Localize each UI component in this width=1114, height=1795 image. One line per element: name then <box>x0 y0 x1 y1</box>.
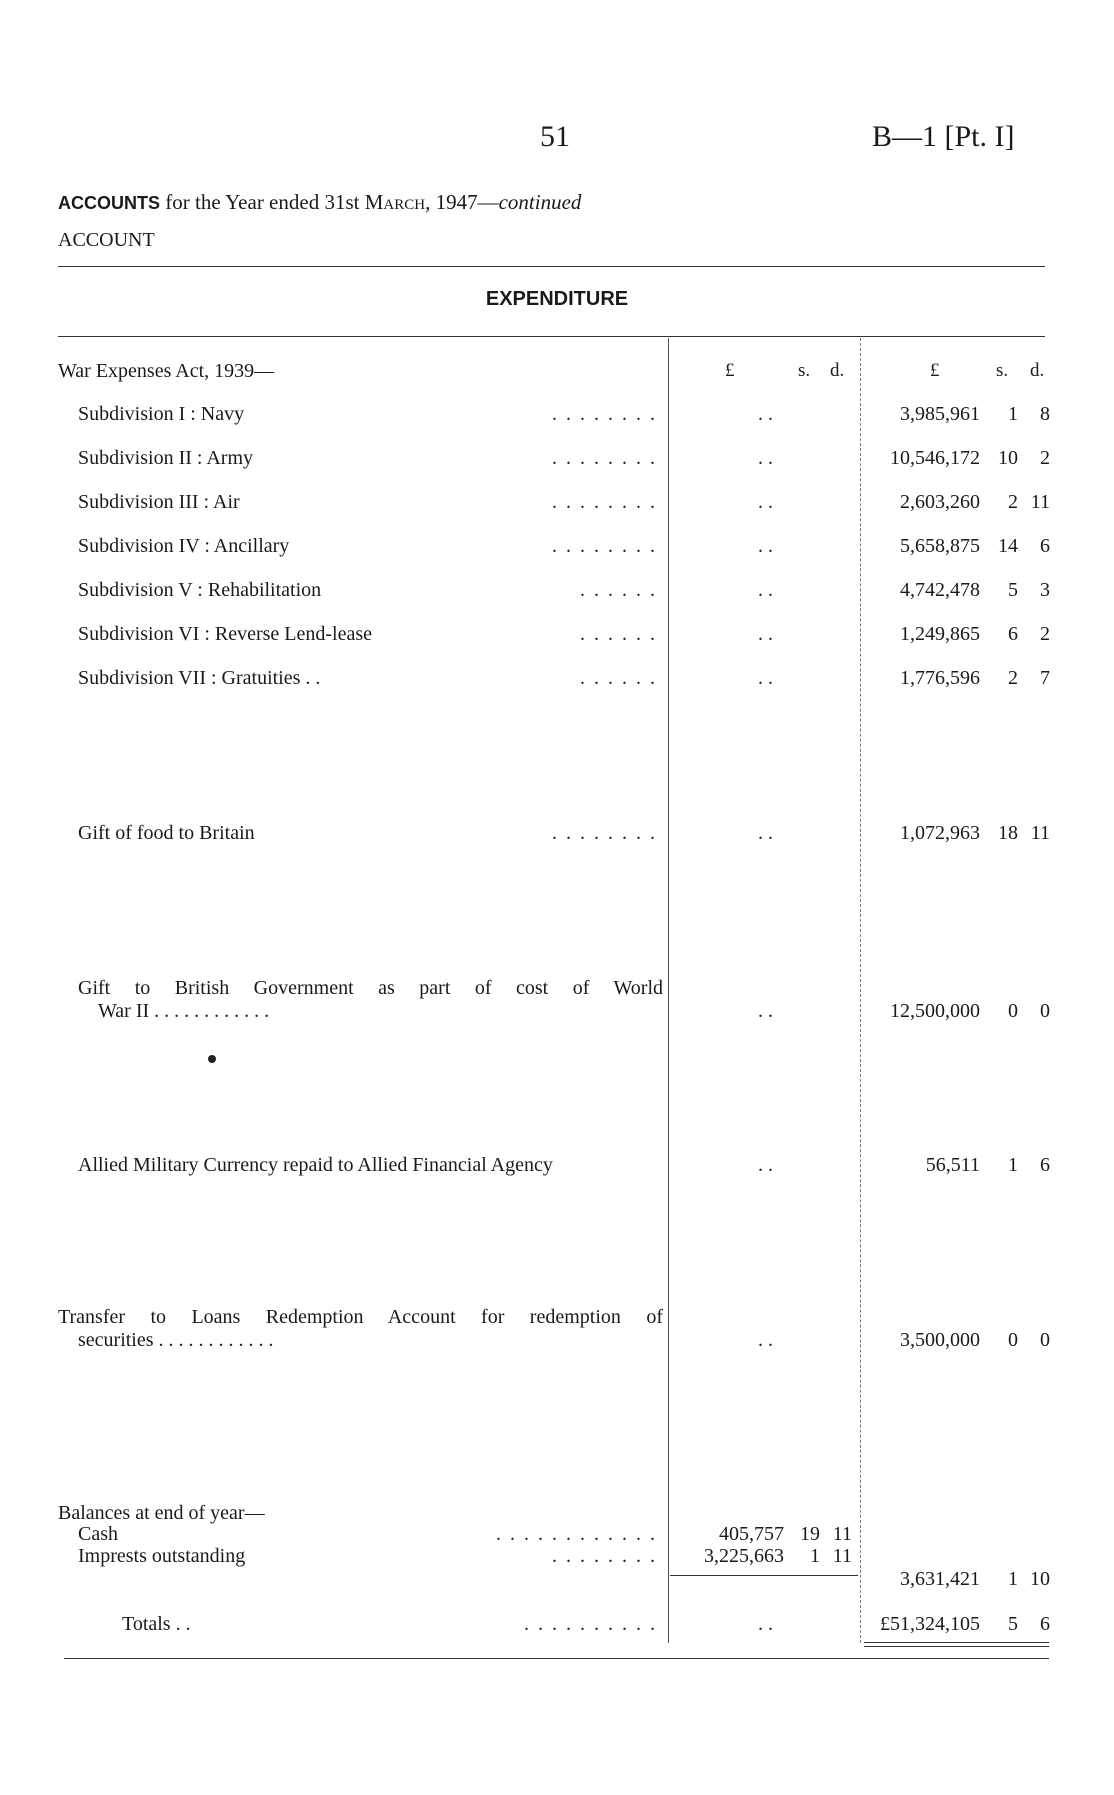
subdivision-label: Subdivision V : Rehabilitation <box>78 579 322 601</box>
amount-pounds: 10,546,172 <box>890 447 980 469</box>
col2-pence-header: d. <box>1030 360 1045 381</box>
amount-shillings: 10 <box>998 447 1018 469</box>
grand-total-shillings: 5 <box>1008 1613 1018 1635</box>
col1-dots: . . <box>758 535 773 557</box>
amount-pence: 2 <box>1040 447 1050 469</box>
col2-pound-header: £ <box>930 360 940 381</box>
amount-pounds: 5,658,875 <box>900 535 980 557</box>
subdivision-label: Subdivision VI : Reverse Lend-lease <box>78 623 373 645</box>
account-subheading: ACCOUNT <box>58 229 155 251</box>
amount-pence: 8 <box>1040 403 1050 425</box>
leader-dots: . . . . . . . . <box>552 535 657 557</box>
amount-pence: 11 <box>1030 822 1050 844</box>
balances-total-shillings: 1 <box>1008 1568 1018 1590</box>
accounts-heading <box>58 190 581 215</box>
transfer-label-cont: securities . . . . . . . . . . . . <box>78 1329 274 1351</box>
subtotal-rule <box>670 1575 858 1576</box>
total-rule-1 <box>864 1642 1049 1643</box>
col1-dots: . . <box>758 1154 773 1176</box>
heading-mid: for the Year ended 31st <box>160 190 365 214</box>
bottom-rule <box>64 1658 1049 1659</box>
imprests-label: Imprests outstanding <box>78 1545 246 1567</box>
leader-dots: . . . . . . . . <box>552 822 657 844</box>
col1-dots: . . <box>758 623 773 645</box>
cash-pounds: 405,757 <box>719 1523 784 1545</box>
amount-pounds: 12,500,000 <box>890 1000 980 1022</box>
leader-dots: . . . . . . <box>580 623 657 645</box>
amount-pounds: 1,072,963 <box>900 822 980 844</box>
amount-shillings: 1 <box>1008 403 1018 425</box>
subdivision-label: Subdivision VII : Gratuities . . <box>78 667 321 689</box>
totals-label: Totals . . <box>122 1613 191 1635</box>
balances-total-pounds: 3,631,421 <box>900 1568 980 1590</box>
col1-dots: . . <box>758 403 773 425</box>
imprests-pence: 11 <box>832 1545 852 1567</box>
col1-dots: . . <box>758 491 773 513</box>
balances-label: Balances at end of year— <box>58 1502 265 1524</box>
subdivision-label: Subdivision III : Air <box>78 491 240 513</box>
amount-pounds: 3,500,000 <box>900 1329 980 1351</box>
amount-shillings: 1 <box>1008 1154 1018 1176</box>
amount-pence: 0 <box>1040 1329 1050 1351</box>
heading-month: March <box>364 190 426 214</box>
leader-dots: . . . . . . <box>580 667 657 689</box>
cash-label: Cash <box>78 1523 118 1545</box>
col2-shillings-header: s. <box>996 360 1009 381</box>
amount-pence: 11 <box>1030 491 1050 513</box>
subdivision-label: Subdivision II : Army <box>78 447 254 469</box>
leader-dots: . . . . . . . . . . . . <box>496 1523 657 1545</box>
allied-currency-label: Allied Military Currency repaid to Allied Financial Agency <box>78 1154 553 1176</box>
col1-shillings-header: s. <box>798 360 811 381</box>
amount-shillings: 0 <box>1008 1329 1018 1351</box>
heading-continued: continued <box>498 190 582 214</box>
heading-prefix: ACCOUNTS <box>58 193 160 213</box>
leader-dots: . . . . . . . . <box>552 403 657 425</box>
leader-dots: . . . . . . . . <box>552 491 657 513</box>
amount-shillings: 0 <box>1008 1000 1018 1022</box>
amount-shillings: 14 <box>998 535 1018 557</box>
transfer-label: Transfer to Loans Redemption Account for redemption of <box>58 1306 663 1328</box>
top-rule <box>58 266 1045 267</box>
amount-pounds: 3,985,961 <box>900 403 980 425</box>
balances-total-pence: 10 <box>1030 1568 1050 1590</box>
amount-pence: 3 <box>1040 579 1050 601</box>
amount-pounds: 56,511 <box>925 1154 980 1176</box>
gift-food-label: Gift of food to Britain <box>78 822 255 844</box>
leader-dots: . . . . . . . . . . <box>524 1613 657 1635</box>
amount-pounds: 1,249,865 <box>900 623 980 645</box>
amount-pence: 0 <box>1040 1000 1050 1022</box>
amount-pence: 6 <box>1040 535 1050 557</box>
section-title: EXPENDITURE <box>485 288 629 310</box>
amount-pounds: 4,742,478 <box>900 579 980 601</box>
col1-dots: . . <box>758 1613 773 1635</box>
col1-dots: . . <box>758 447 773 469</box>
grand-total-pounds: £51,324,105 <box>880 1613 980 1635</box>
gift-government-label: Gift to British Government as part of cost of World <box>78 977 663 999</box>
amount-shillings: 2 <box>1008 667 1018 689</box>
imprests-pounds: 3,225,663 <box>704 1545 784 1567</box>
amount-shillings: 18 <box>998 822 1018 844</box>
grand-total-pence: 6 <box>1040 1613 1050 1635</box>
stray-mark <box>208 1055 216 1063</box>
amount-shillings: 5 <box>1008 579 1018 601</box>
amount-pounds: 2,603,260 <box>900 491 980 513</box>
col1-dots: . . <box>758 1329 773 1351</box>
gift-government-label-cont: War II . . . . . . . . . . . . <box>98 1000 270 1022</box>
leader-dots: . . . . . . . . <box>552 447 657 469</box>
amount-shillings: 2 <box>1008 491 1018 513</box>
column-separator-1 <box>668 338 669 1643</box>
col1-pence-header: d. <box>830 360 845 381</box>
amount-pounds: 1,776,596 <box>900 667 980 689</box>
group-label: War Expenses Act, 1939— <box>58 360 275 382</box>
subdivision-label: Subdivision IV : Ancillary <box>78 535 290 557</box>
column-separator-2 <box>860 338 861 1643</box>
heading-year: , 1947— <box>425 190 499 214</box>
col1-dots: . . <box>758 822 773 844</box>
amount-pence: 6 <box>1040 1154 1050 1176</box>
imprests-shillings: 1 <box>810 1545 820 1567</box>
col1-dots: . . <box>758 1000 773 1022</box>
leader-dots: . . . . . . <box>580 579 657 601</box>
page-number: 51 <box>540 120 570 153</box>
leader-dots: . . . . . . . . <box>552 1545 657 1567</box>
col1-dots: . . <box>758 579 773 601</box>
subdivision-label: Subdivision I : Navy <box>78 403 245 425</box>
col1-dots: . . <box>758 667 773 689</box>
header-rule <box>58 336 1045 337</box>
amount-pence: 7 <box>1040 667 1050 689</box>
amount-shillings: 6 <box>1008 623 1018 645</box>
amount-pence: 2 <box>1040 623 1050 645</box>
total-rule-2 <box>864 1646 1049 1647</box>
cash-pence: 11 <box>832 1523 852 1545</box>
cash-shillings: 19 <box>800 1523 820 1545</box>
document-reference: B—1 [Pt. I] <box>872 120 1015 153</box>
col1-pound-header: £ <box>725 360 735 381</box>
